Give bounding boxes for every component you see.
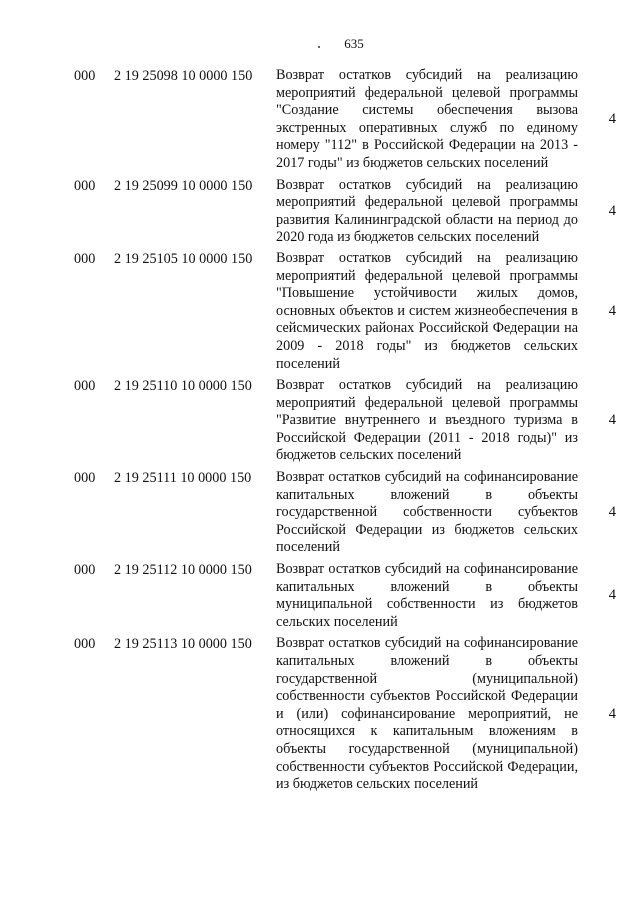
- norm-percent: 4: [608, 587, 616, 604]
- admin-code: 000: [74, 636, 96, 653]
- table-row: [74, 635, 640, 793]
- revenue-name: Возврат остатков субсидий на софинансирование капитальных вложений в объекты государственной собственности субъектов Российской Федерации из бюджетов сельских поселений: [276, 469, 578, 556]
- budget-classification-code: 2 19 25099 10 0000 150: [114, 177, 253, 194]
- admin-code: 000: [74, 378, 96, 395]
- admin-code: 000: [74, 250, 96, 267]
- table-row: [74, 177, 640, 247]
- budget-classification-code: 2 19 25110 10 0000 150: [114, 378, 252, 395]
- revenue-name: Возврат остатков субсидий на реализацию мероприятий федеральной целевой программы развития Калининградской области на период до 2020 года из бюджетов сельских поселений: [276, 176, 578, 246]
- admin-code: 000: [74, 68, 96, 84]
- table-row: [74, 250, 640, 373]
- table-row: [74, 561, 640, 631]
- budget-classification-code: 2 19 25113 10 0000 150: [114, 636, 252, 653]
- norm-percent: 4: [608, 412, 616, 429]
- budget-classification-code: 2 19 25098 10 0000 150: [114, 68, 253, 84]
- budget-code-table: [0, 67, 640, 794]
- budget-classification-code: 2 19 25105 10 0000 150: [114, 250, 253, 267]
- revenue-name: Возврат остатков субсидий на реализацию мероприятий федеральной целевой программы "Повышение устойчивости жилых домов, основных объектов и систем жизнеобеспечения в сейсмических районах Российской Федерации на 2009 - 2018 годы" из бюджетов сельских поселений: [276, 249, 578, 372]
- budget-classification-code: 2 19 25112 10 0000 150: [114, 562, 252, 579]
- norm-percent: 4: [608, 202, 616, 219]
- revenue-name: Возврат остатков субсидий на реализацию мероприятий федеральной целевой программы "Создание системы обеспечения вызова экстренных оперативных служб по единому номеру "112" в Российской Федерации на 2013 - 2017 годы" из бюджетов сельских поселений: [276, 67, 578, 171]
- norm-percent: 4: [608, 302, 616, 319]
- revenue-name: Возврат остатков субсидий на реализацию мероприятий федеральной целевой программы "Развитие внутреннего и въездного туризма в Российской Федерации (2011 - 2018 годы)" из бюджетов сельских поселений: [276, 377, 578, 464]
- admin-code: 000: [74, 177, 96, 194]
- norm-percent: 4: [608, 705, 616, 722]
- table-row: [74, 67, 640, 173]
- admin-code: 000: [74, 562, 96, 579]
- admin-code: 000: [74, 470, 96, 487]
- table-row: [74, 377, 640, 465]
- norm-percent: 4: [608, 504, 616, 521]
- norm-percent: 4: [608, 110, 616, 127]
- table-row: [74, 469, 640, 557]
- revenue-name: Возврат остатков субсидий на софинансирование капитальных вложений в объекты государственной (муниципальной) собственности субъектов Российской Федерации и (или) софинансирование мероприятий, не относящихся к капитальным вложениям в объекты государственной (муниципальной) собственности субъектов Российской Федерации, из бюджетов сельских поселений: [276, 635, 578, 793]
- page-number: 635: [344, 36, 364, 51]
- revenue-name: Возврат остатков субсидий на софинансирование капитальных вложений в объекты муниципальной собственности из бюджетов сельских поселений: [276, 561, 578, 630]
- budget-classification-code: 2 19 25111 10 0000 150: [114, 470, 252, 487]
- scan-speck: [318, 46, 320, 48]
